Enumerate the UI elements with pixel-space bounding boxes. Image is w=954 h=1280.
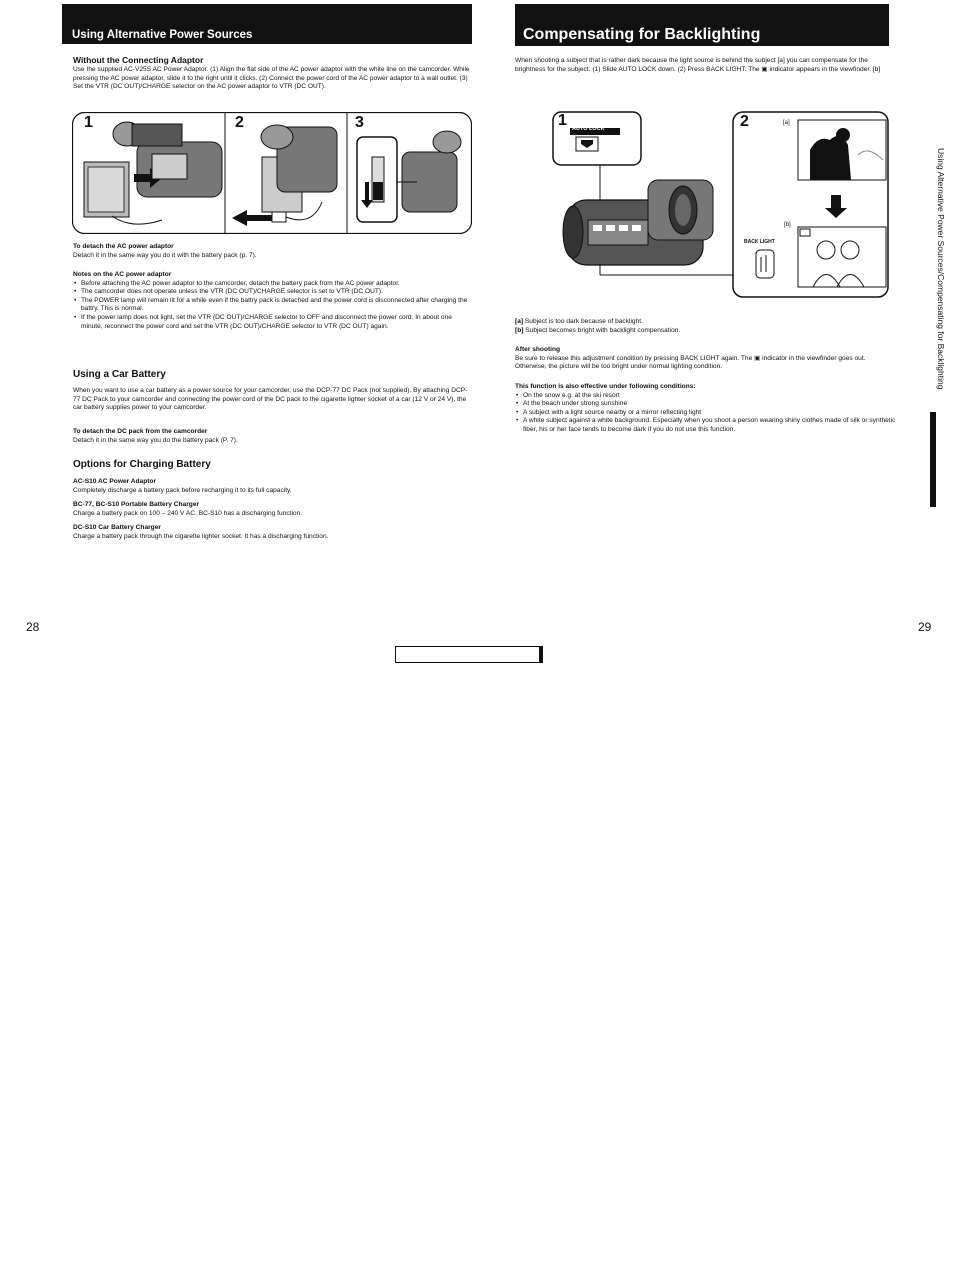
caption-key: [a] [515, 318, 524, 325]
ac-adaptor-figure [72, 112, 472, 234]
caption-key: [b] [515, 326, 524, 334]
detach-dc-section [73, 428, 471, 445]
note-item: • The camcorder does not operate unless the VTR (DC OUT)/CHARGE selector is set to VTR (DC OUT). [81, 288, 471, 297]
figure-number-2: 2 [235, 114, 244, 131]
caption-text: Subject becomes bright with backlight compensation. [525, 326, 681, 334]
detach-ac-section [73, 243, 471, 260]
caption-b [515, 327, 889, 336]
notes-title: Notes on the AC power adaptor [73, 271, 172, 278]
notes-section [73, 271, 471, 331]
without-adaptor-title: Without the Connecting Adaptor [73, 55, 204, 65]
auto-lock-label: AUTO LOCK [572, 126, 605, 132]
left-page-number: 28 [26, 620, 40, 634]
ac-adaptor-illustration [72, 112, 472, 234]
label-a: [a] [783, 120, 790, 126]
charger-body: Charge a battery pack through the cigarette lighter socket. It has a discharging function. [73, 532, 329, 540]
car-battery-section [73, 368, 471, 413]
after-shooting-section [515, 346, 893, 372]
charger-body: Charge a battery pack on 100 – 240 V AC. BC-S10 has a discharging function. [73, 509, 303, 517]
left-banner-title: Using Alternative Power Sources [72, 29, 253, 41]
side-tab-text [936, 148, 948, 418]
charging-title: Options for Charging Battery [73, 459, 211, 470]
side-tab-label: Using Alternative Power Sources/Compensating for Backlighting [936, 148, 946, 390]
note-item: • If the power lamp does not light, set the VTR (DC OUT)/CHARGE selector to OFF and disconnect the power cord. In about one minute, reconnect the power cord and set the VTR (DC OUT)/CHARGE selector to VTR (DC OUT) again. [81, 314, 471, 331]
backlight-intro [515, 57, 889, 74]
note-item: • The POWER lamp will remain lit for a while even if the battry pack is detached and the power cord is disconnected after charging the battry. This is normal. [81, 297, 471, 314]
caption-a [515, 318, 889, 327]
right-page-number: 29 [918, 620, 932, 634]
right-section-banner [515, 4, 889, 46]
backlight-figure [548, 110, 890, 300]
scan-artifact-bar [395, 646, 543, 663]
figure-number-2: 2 [740, 113, 749, 130]
conditions-section [515, 383, 900, 435]
captions [515, 318, 889, 335]
charger-title: DC-S10 Car Battery Charger [73, 524, 161, 532]
charger-title: BC-77, BC-S10 Portable Battery Charger [73, 501, 200, 509]
left-section-banner [62, 4, 472, 44]
charger-body: Completely discharge a battery pack before recharging it to its full capacity. [73, 486, 292, 494]
condition-item: • A white subject against a white background. Especially when you shoot a person wearing shiny clothes made of silk or synthetic fiber, his or her face tends to become dark if you do not use this function. [523, 417, 900, 434]
backlight-intro-text: When shooting a subject that is rather dark because the light source is behind the subject [a] you can compensate for the brightness for the subject. (1) Slide AUTO LOCK down. (2) Press BACK LIGHT. The ▣ indicator appears in the viewfinder. [b] [515, 57, 881, 73]
car-battery-title: Using a Car Battery [73, 369, 166, 380]
backlight-illustration [548, 110, 890, 300]
condition-item: • A subject with a light source nearby or a mirror reflecting light [523, 409, 900, 418]
charger-title: AC-S10 AC Power Adaptor [73, 478, 157, 485]
caption-text: Subject is too dark because of backlight. [524, 318, 643, 325]
car-battery-body: When you want to use a car battery as a power source for your camcorder, use the DCP-77 DC Pack (not supplied). By attaching DCP-77 DC Pack to your camcorder and connecting the power cord of the DC pack to the cigarette lighter socket of a car (12 V or 24 V), the car battery supplies power to your camcorder. [73, 387, 468, 412]
side-thumb-tab [930, 412, 936, 507]
condition-item: • At the beach under strong sunshine [523, 400, 900, 409]
figure-number-3: 3 [355, 114, 364, 131]
without-adaptor-section [73, 55, 471, 92]
condition-item: • On the snow e.g. at the ski resort [523, 392, 900, 401]
label-b: [b] [784, 222, 791, 228]
after-shooting-body: Be sure to release this adjustment condition by pressing BACK LIGHT again. The ▣ indicator in the viewfinder goes out. Otherwise, the picture will be too bright under normal lighting condition. [515, 354, 866, 371]
note-item: • Before attaching the AC power adaptor to the camcorder, detach the battery pack from the AC power adaptor. [81, 280, 471, 289]
detach-dc-title: To detach the DC pack from the camcorder [73, 428, 208, 435]
figure-number-1: 1 [558, 112, 567, 129]
charging-section [73, 458, 471, 542]
detach-dc-body: Detach it in the same way you do the battery pack (P. 7). [73, 436, 238, 444]
conditions-list [515, 392, 900, 435]
back-light-label: BACK LIGHT [744, 239, 775, 245]
conditions-title: This function is also effective under following conditions: [515, 383, 696, 390]
detach-ac-title: To detach the AC power adaptor [73, 243, 174, 250]
figure-number-1: 1 [84, 114, 93, 131]
detach-ac-body: Detach it in the same way you do it with the battery pack (p. 7). [73, 251, 257, 259]
right-banner-title: Compensating for Backlighting [523, 26, 761, 43]
notes-list [73, 280, 471, 332]
without-adaptor-body: Use the supplied AC-V25S AC Power Adaptor. (1) Align the flat side of the AC power adaptor with the white line on the camcorder. While pressing the AC power adaptor, slide it to the right until it clicks. (2) Connect the power cord of the AC power adaptor to a wall outlet. (3) Set the VTR (DC OUT)/CHARGE selector on the AC power adaptor to VTR (DC OUT). [73, 66, 470, 91]
after-shooting-title: After shooting [515, 346, 561, 353]
